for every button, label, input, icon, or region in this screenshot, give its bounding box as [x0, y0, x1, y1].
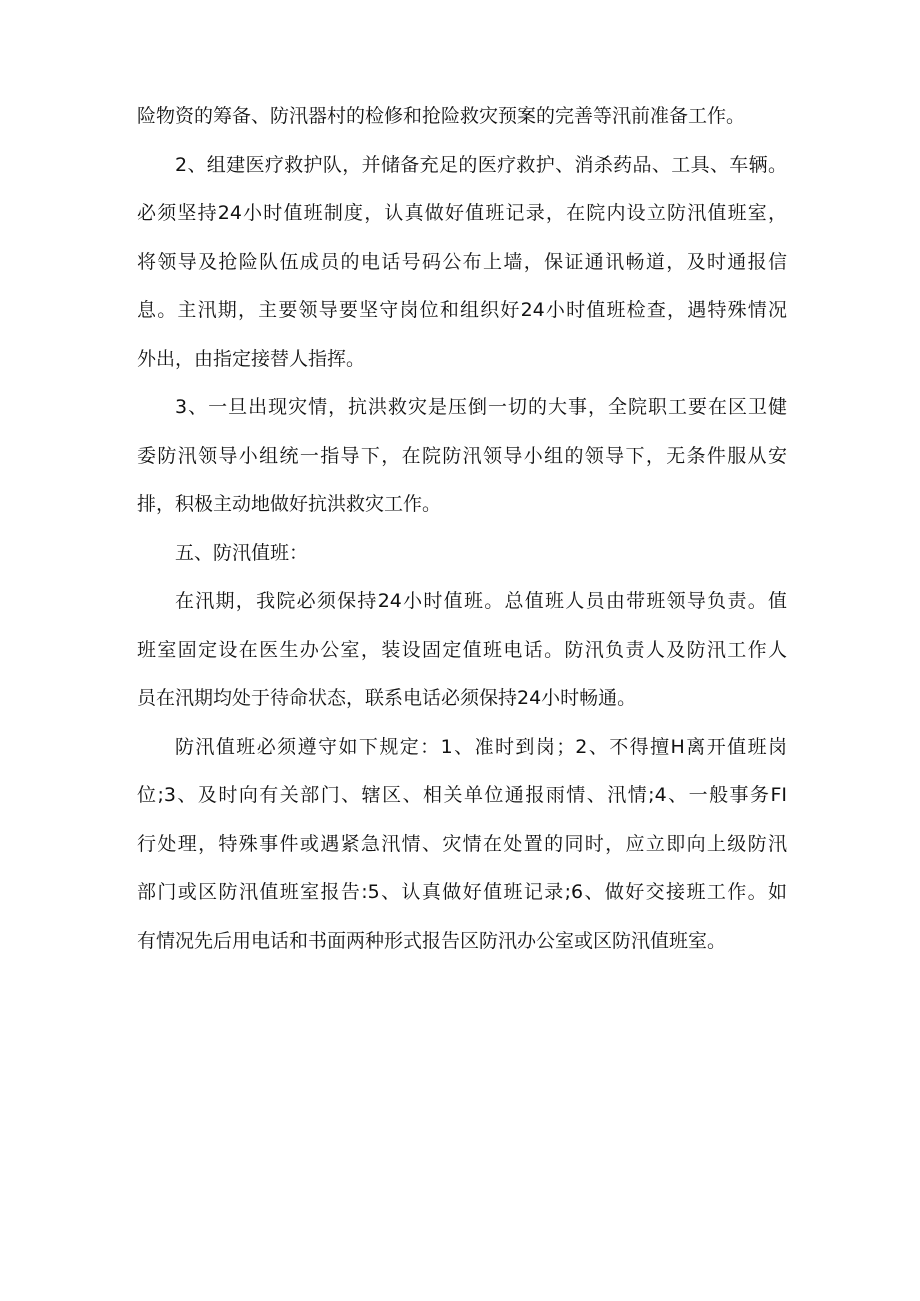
text-line: 3、一旦出现灾情，抗洪救灾是压倒一切的大事，全院职工要在区卫健	[175, 396, 787, 418]
text-line: 在汛期，我院必须保持24小时值班。总值班人员由带班领导负责。值	[175, 590, 787, 612]
text-line: 必须坚持24小时值班制度，认真做好值班记录，在院内设立防汛值班室，	[137, 202, 787, 224]
text-line: 员在汛期均处于待命状态，联系电话必须保持24小时畅通。	[137, 687, 637, 709]
text-line: 部门或区防汛值班室报告:5、认真做好值班记录;6、做好交接班工作。如	[137, 881, 787, 903]
text-line: 防汛值班必须遵守如下规定：1、准时到岗；2、不得擅H离开值班岗	[175, 735, 787, 758]
paragraph-5	[137, 723, 787, 966]
section-heading	[137, 529, 787, 578]
text-line: 外出，由指定接替人指挥。	[137, 347, 366, 370]
paragraph-4	[137, 577, 787, 723]
text-line: 有情况先后用电话和书面两种形式报告区防汛办公室或区防汛值班室。	[137, 929, 727, 952]
text-line: 险物资的筹备、防汛器村的检修和抢险救灾预案的完善等汛前准备工作。	[137, 105, 746, 127]
paragraph-2	[137, 383, 787, 529]
text-line: 将领导及抢险队伍成员的电话号码公布上墙，保证通讯畅道，及时通报信	[137, 250, 787, 273]
paragraph-1	[137, 141, 787, 384]
text-line: 息。主汛期，主要领导要坚守岗位和组织好24小时值班检查，遇特殊情况	[137, 299, 787, 321]
text-line: 班室固定设在医生办公室，装设固定值班电话。防汛负责人及防汛工作人	[137, 638, 787, 661]
section-heading-text: 五、防汛值班：	[175, 541, 309, 564]
text-line: 2、组建医疗救护队，并储备充足的医疗救护、消杀药品、工具、车辆。	[175, 153, 787, 176]
text-line: 位;3、及时向有关部门、辖区、相关单位通报雨情、汛情;4、一般事务FI	[137, 784, 787, 806]
text-line: 委防汛领导小组统一指导下，在院防汛领导小组的领导下，无条件服从安	[137, 444, 787, 467]
paragraph-0	[137, 92, 787, 141]
document-body	[137, 92, 787, 965]
text-line: 排，积极主动地做好抗洪救灾工作。	[137, 493, 442, 515]
text-line: 行处理，特殊事件或遇紧急汛情、灾情在处置的同时，应立即向上级防汛	[137, 832, 787, 855]
